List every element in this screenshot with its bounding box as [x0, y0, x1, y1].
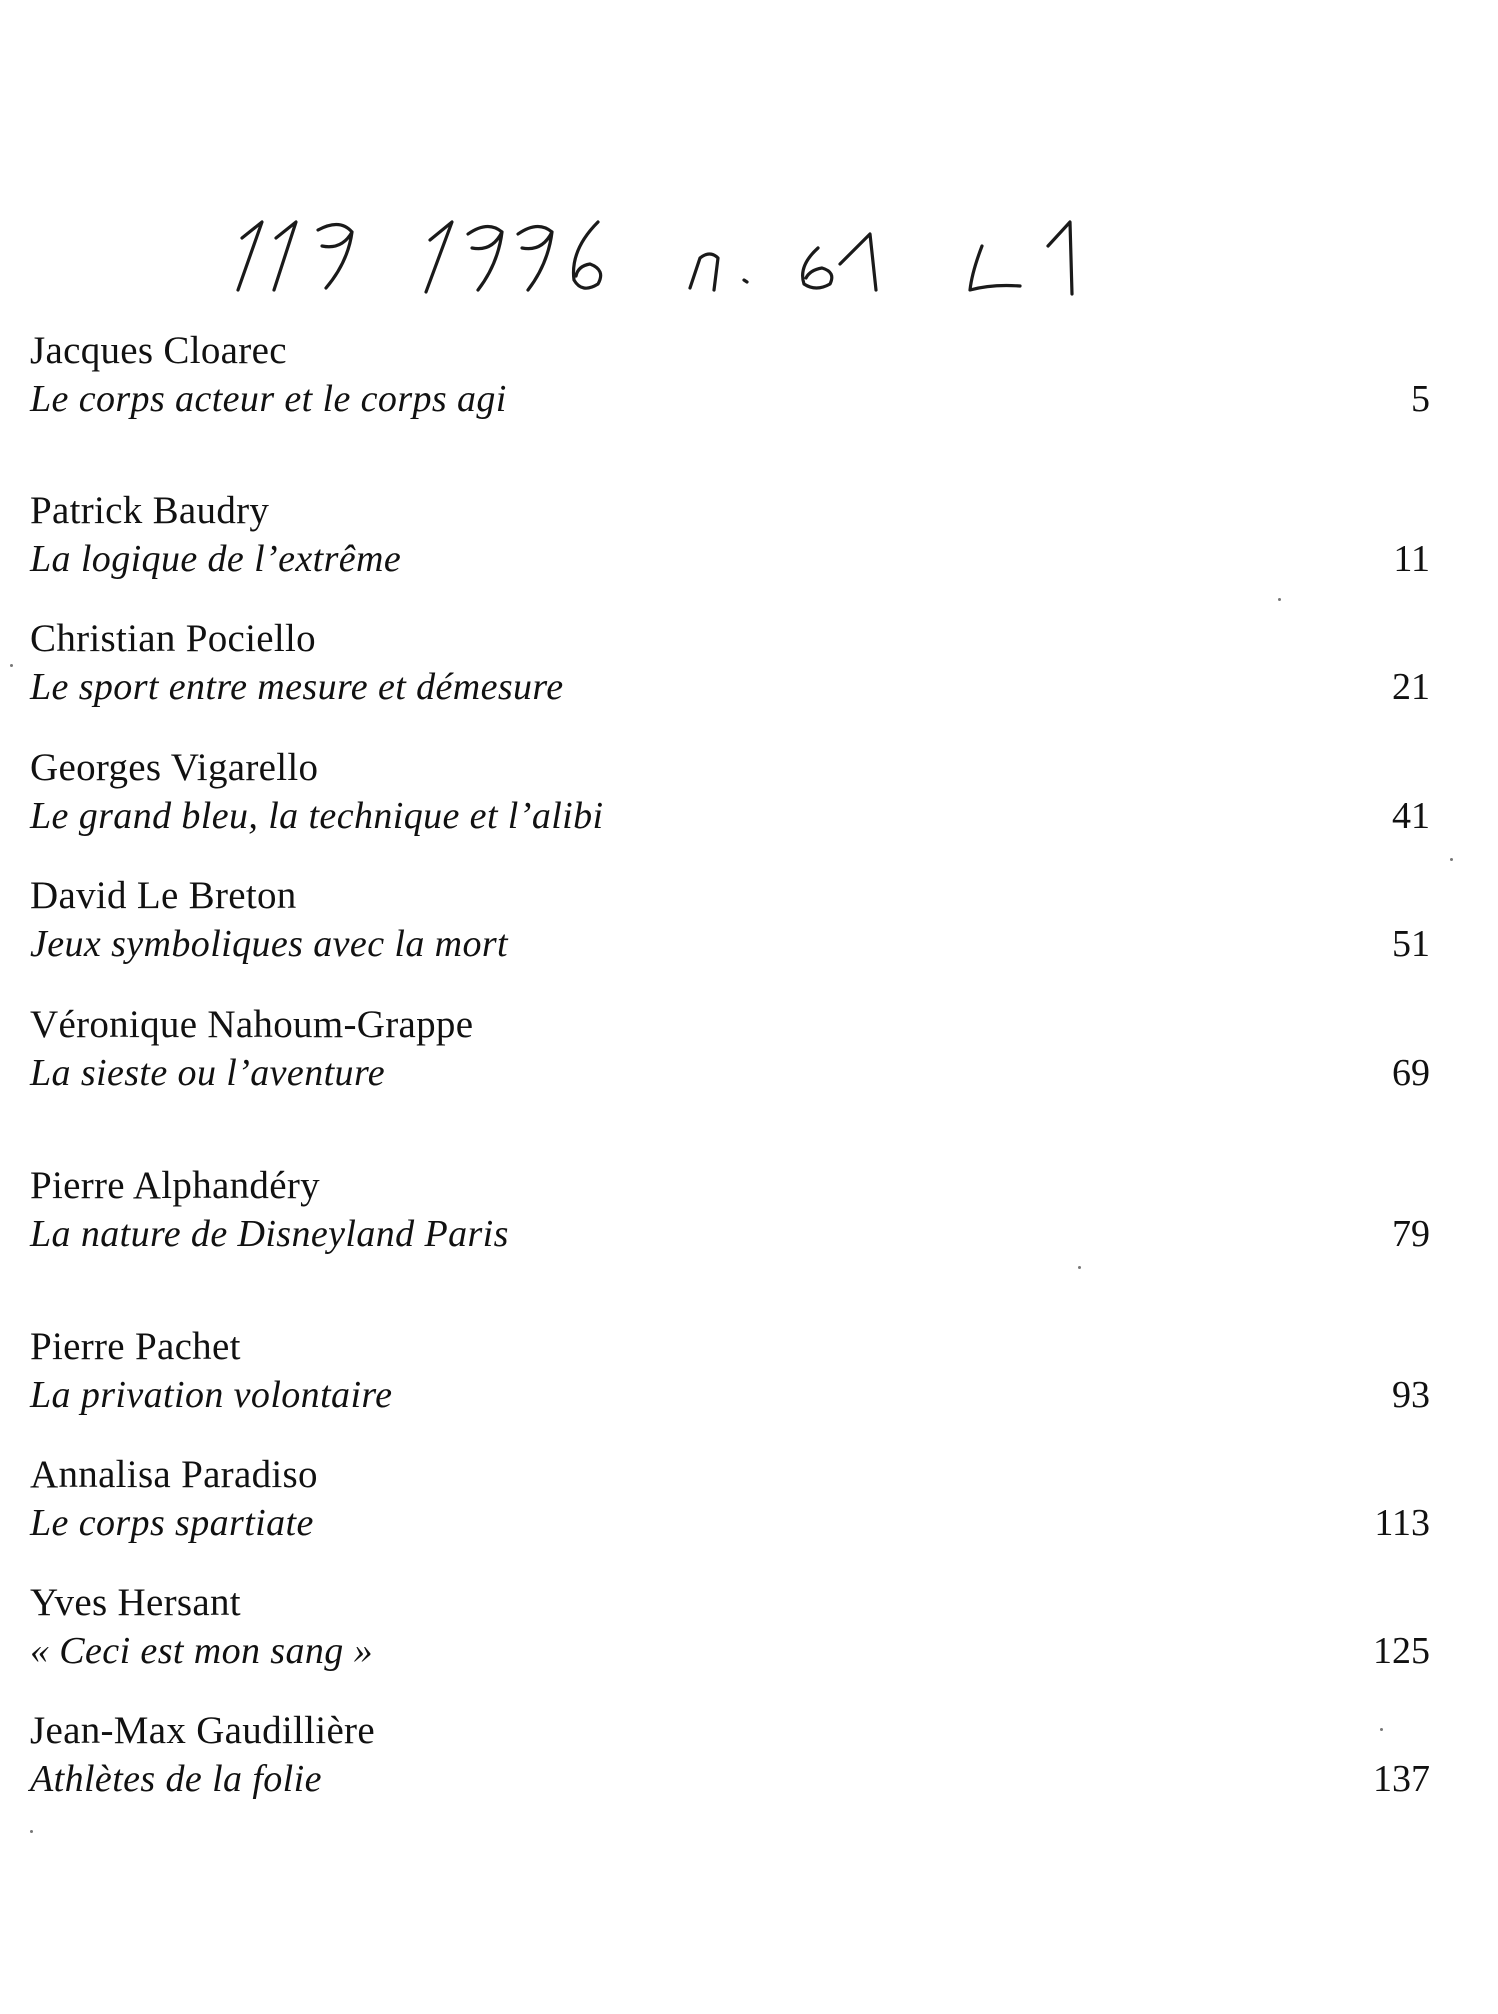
- toc-title: Jeux symboliques avec la mort: [30, 923, 509, 965]
- toc-author: Pierre Pachet: [30, 1325, 241, 1368]
- toc-title: La privation volontaire: [30, 1374, 393, 1416]
- toc-page-number: 137: [1373, 1758, 1430, 1800]
- scan-speck: [30, 1830, 33, 1833]
- toc-page-number: 41: [1392, 795, 1430, 837]
- toc-entry: [30, 745, 1430, 855]
- scan-speck: [1078, 1266, 1081, 1269]
- toc-page-number: 93: [1392, 1374, 1430, 1416]
- toc-author: David Le Breton: [30, 874, 297, 917]
- toc-author: Annalisa Paradiso: [30, 1453, 318, 1496]
- toc-entry: [30, 328, 1430, 438]
- toc-author: Véronique Nahoum-Grappe: [30, 1003, 474, 1046]
- toc-entry: [30, 1002, 1430, 1112]
- scan-speck: [10, 664, 13, 667]
- toc-page-number: 11: [1393, 538, 1430, 580]
- toc-author: Jacques Cloarec: [30, 329, 287, 372]
- toc-entry: [30, 1708, 1430, 1818]
- toc-entry: [30, 1452, 1430, 1562]
- scan-speck: [1278, 598, 1281, 601]
- toc-title: Le sport entre mesure et démesure: [30, 666, 564, 708]
- toc-author: Pierre Alphandéry: [30, 1164, 320, 1207]
- toc-page-number: 21: [1392, 666, 1430, 708]
- toc-title: Le grand bleu, la technique et l’alibi: [30, 795, 604, 837]
- toc-entry: [30, 1580, 1430, 1690]
- toc-title: La nature de Disneyland Paris: [30, 1213, 509, 1255]
- toc-entry: [30, 488, 1430, 598]
- toc-author: Jean-Max Gaudillière: [30, 1709, 375, 1752]
- toc-title: La sieste ou l’aventure: [30, 1052, 386, 1094]
- toc-title: La logique de l’extrême: [30, 538, 402, 580]
- toc-entry: [30, 616, 1430, 726]
- scan-speck: [1380, 1728, 1383, 1731]
- toc-page-number: 5: [1411, 378, 1430, 420]
- toc-entry: [30, 1324, 1430, 1434]
- toc-page-number: 113: [1374, 1502, 1430, 1544]
- toc-author: Georges Vigarello: [30, 746, 319, 789]
- toc-title: Le corps acteur et le corps agi: [30, 378, 507, 420]
- toc-entry: [30, 873, 1430, 983]
- toc-entry: [30, 1163, 1430, 1273]
- toc-title: Athlètes de la folie: [30, 1758, 322, 1800]
- toc-page-number: 51: [1392, 923, 1430, 965]
- toc-page-number: 125: [1373, 1630, 1430, 1672]
- toc-title: Le corps spartiate: [30, 1502, 314, 1544]
- toc-author: Yves Hersant: [30, 1581, 241, 1624]
- scan-speck: [1450, 858, 1453, 861]
- toc-page-number: 69: [1392, 1052, 1430, 1094]
- toc-title: « Ceci est mon sang »: [30, 1630, 373, 1672]
- toc-author: Christian Pociello: [30, 617, 316, 660]
- toc-author: Patrick Baudry: [30, 489, 270, 532]
- toc-page-number: 79: [1392, 1213, 1430, 1255]
